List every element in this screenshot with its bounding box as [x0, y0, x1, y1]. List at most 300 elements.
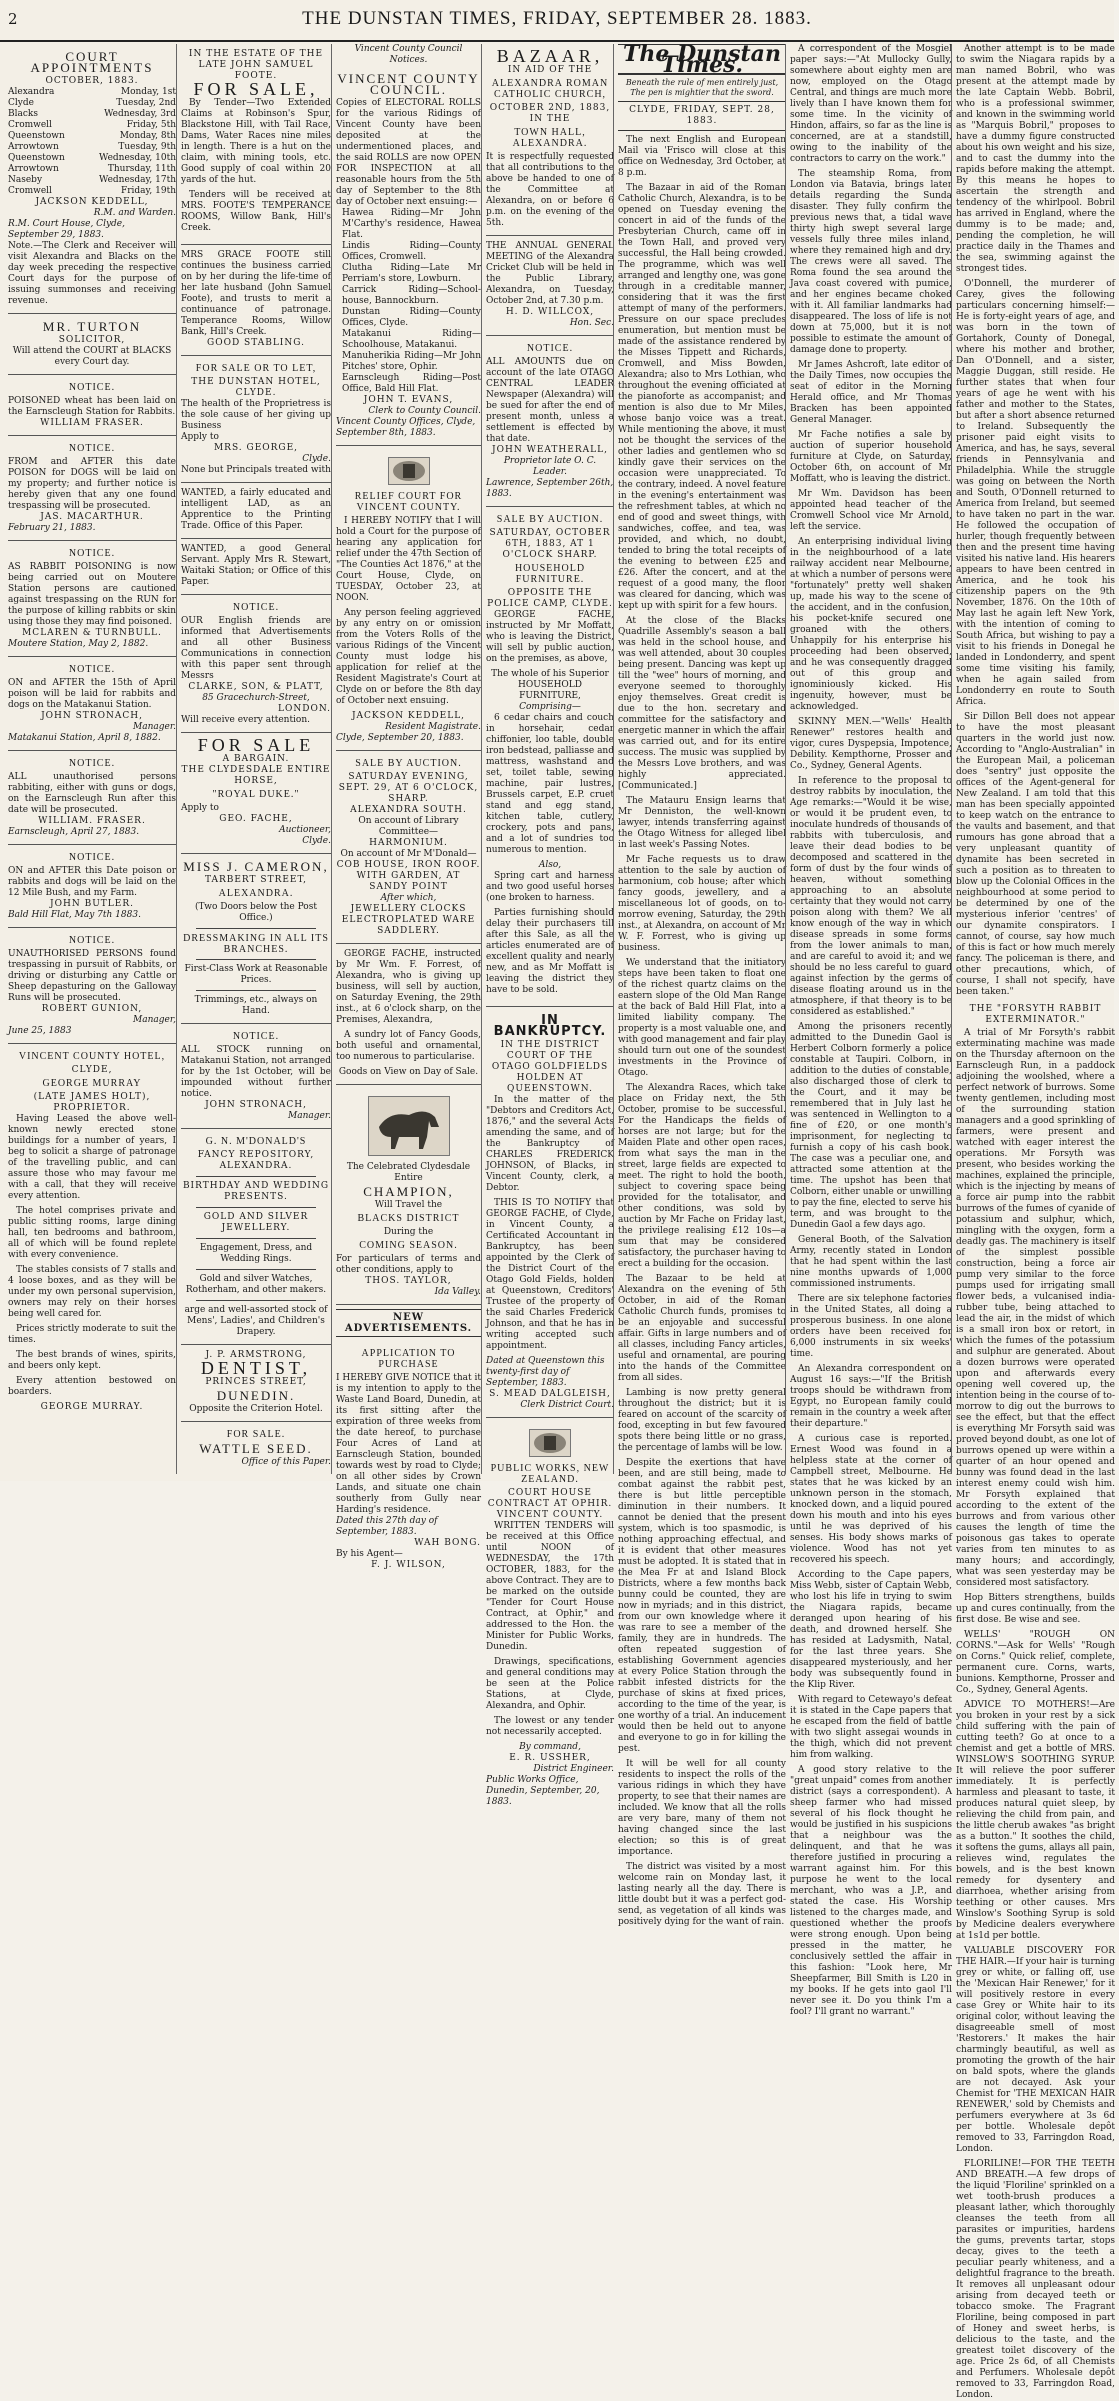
notice-firm: CLARKE, SON, & PLATT, [188, 682, 324, 692]
public-works-county: VINCENT COUNTY. [496, 1510, 604, 1520]
notice-text: POISONED wheat has been laid on the Earnscleugh Station for Rabbits. [8, 396, 176, 417]
notice-heading: NOTICE. [232, 1031, 280, 1042]
column-2 [176, 44, 335, 1474]
court-place-date: R.M. Court House, Clyde, September 29, 1883. [8, 219, 125, 240]
public-works-signature: E. R. USSHER, [509, 1753, 591, 1763]
electoral-rolls-ad [336, 66, 481, 446]
court-subheading: OCTOBER, 1883. [45, 76, 139, 86]
champion-during: During the [383, 1227, 434, 1237]
schedule-date: Tuesday, 2nd [116, 98, 176, 108]
cameron-trade: DRESSMAKING IN ALL ITS BRANCHES. [183, 933, 329, 955]
relief-date: Clyde, September 20, 1883. [336, 733, 464, 743]
ridings-list [336, 208, 481, 395]
news-paragraphs [956, 44, 1115, 998]
dunstan-hotel-apply: Apply to [181, 432, 219, 442]
wanted-lad-ad [181, 483, 331, 539]
schedule-date: Friday, 19th [120, 186, 176, 196]
schedule-row [8, 186, 176, 197]
mcdonald-line: GOLD AND SILVER JEWELLERY. [203, 1212, 309, 1233]
champion-travel: Will Travel the [374, 1200, 443, 1210]
schedule-row [8, 175, 176, 186]
news-paragraph: We understand that the initiatory steps have been taken to float one of the richest quartz claims on the eastern slope of the Old Man Range at the back of Bald Hill Flat, into a limited liability company. The property is a most valuable one, and with good management and fair play should turn out one of the soundest investments in the Province of Otago. [618, 958, 786, 1078]
bazaar-in-the: IN THE [529, 114, 571, 124]
crest-icon [529, 1429, 571, 1457]
news-paragraph: An enterprising individual living in the neighbourhood of a late railway accident near Melbourne, at which a number of persons were "fortunately" pretty well shaken up, made his way to the scene of the accident, and in the confusion, his pocket-knife secured one groaned with the others. Unhappily for his enterprise his proceeding had been observed, and he was consequently dragged out of this group and ignominiously kicked. His ingenuity, however, must be acknowledged. [790, 537, 952, 712]
auction-item: COB HOUSE, IRON ROOF. WITH GARDEN, AT SANDY POINT [336, 860, 481, 892]
hotel-role: PROPRIETOR. [53, 1103, 131, 1113]
mcdonald-line: arge and well-assorted stock of Mens', Ladies', and Children's Drapery. [184, 1305, 328, 1337]
notice-signature: JOHN WEATHERALL, [492, 445, 608, 455]
hotel-formerly: (LATE JAMES HOLT), [33, 1092, 151, 1102]
dunstan-hotel-contact: MRS. GEORGE, [213, 443, 299, 453]
bankruptcy-court: IN THE DISTRICT COURT OF THE OTAGO GOLDFIELDS HOLDEN AT QUEENSTOWN. [491, 1040, 609, 1094]
news-paragraph: Among the prisoners recently admitted to the Dunedin Gaol is Herbert Colborn formerly a police constable at Taupiri. Colborn, in addition to the duties of constable, also discharged those of clerk to the Court, and it may be remembered that in July last he was sentenced in Wellington to a fine of £20, or one month's imprisonment, for neglecting to furnish a copy of his cash book. The case was a peculiar one, and attracted some attention at the time. The upshot has been that Colborn, either unable or unwilling to pay the fine, elected to serve his term, and was brought to the Dunedin Gaol a few days ago. [790, 1022, 952, 1230]
cricket-text: THE ANNUAL GENERAL MEETING of the Alexandra Cricket Club will be held in the Public Library, Alexandra, on Tuesday, October 2nd, at 7.30 p.m. [486, 241, 614, 306]
dunstan-hotel-place: CLYDE. [235, 388, 277, 398]
notice-city: LONDON. [278, 704, 331, 714]
public-works-text: Drawings, specifications, and general conditions may be seen at the Police Stations, at Clyde, Alexandra, and Ophir. [486, 1657, 614, 1711]
notice-text: UNAUTHORISED PERSONS found trespassing in pursuit of Rabbits, or driving or disturbing any Cattle or Sheep depasturing on the Galloway Runs will be prosecuted. [8, 949, 176, 1003]
news-paragraph: Hop Bitters strengthens, builds up and cures continually, from the first dose. Be wise and see. [956, 1593, 1115, 1625]
auction-after: After which, [380, 893, 437, 903]
auction-item: HOUSEHOLD FURNITURE. [514, 563, 586, 585]
auction-also: Also, [538, 860, 562, 870]
bazaar-venue: TOWN HALL, ALEXANDRA. [512, 127, 588, 149]
notice-date: June 25, 1883 [8, 1026, 72, 1036]
column-4 [481, 44, 618, 1807]
news-paragraph: The district was visited by a most welcome rain on Monday last, it lasting nearly all the day. There is little doubt but it was a perfect god-send, as vegetation of all kinds was positively dying for the want of rain. [618, 1862, 786, 1927]
page-number: 2 [8, 10, 18, 28]
turton-text: Will attend the COURT at BLACKS every Court day. [12, 346, 172, 367]
news-paragraph: VALUABLE DISCOVERY FOR THE HAIR.—If your hair is turning grey or white, or falling off, use the 'Mexican Hair Renewer,' for it will positively restore in every case Grey or White hair to its original color, without leaving the disagreeable smell of most 'Restorers.' It makes the hair charmingly beautiful, as well as promoting the growth of the hair on bald spots, where the glands are not decayed. Ask your Chemist for 'THE MEXICAN HAIR RENEWER,' sold by Chemists and perfumers everywhere at 3s 6d per bottle. Wholesale depôt removed to 33, Farringdon Road, London. [956, 1946, 1115, 2154]
notice-poisoned-wheat [8, 375, 176, 436]
foote-heading: FOR SALE, [193, 79, 319, 99]
notice-place-date: Moutere Station, May 2, 1882. [8, 639, 149, 649]
notice-signature-title: Manager. [132, 722, 176, 732]
schedule-place: Naseby [8, 175, 43, 185]
news-paragraph: The next English and European Mail via 'Frisco will close at this office on Wednesday, 3rd October, at 8 p.m. [618, 135, 786, 178]
news-paragraph: There are six telephone factories in the United States, all doing a prosperous business. In one alone orders have been received for 6,000 instruments in six weeks' time. [790, 1294, 952, 1359]
news-paragraph: Mr Wm. Davidson has been appointed head teacher of the Cromwell School vice Mr Arnold, left the service. [790, 489, 952, 532]
schedule-place: Blacks [8, 109, 38, 119]
notice-place-date: Bald Hill Flat, May 7th 1883. [8, 910, 141, 920]
news-paragraph: O'Donnell, the murderer of Carey, gives the following particulars concerning himself:—He is forty-eight years of age, and was born in the town of Gortahork, County of Donegal, where his mother and brother, Dan O'Donnell, and a sister, Maggie Duggan, still reside. He further states that when four years of age he went with his father and mother to the States, but after a short absence returned to Ireland. Subsequently the prisoner paid eight visits to America, and has, he says, several friends in Pennsylvania and Philadelphia. While the struggle was going on between the North and South, O'Donnell returned to America from Ireland, but seemed to have taken no part in the war. He followed the occupation of hurler, though frequently between then and the present time having visited his native land. His hearers appears to have been centred in America, and he took his citizenship papers on the 9th November, 1876. On the 10th of May last he again left New York, with the intention of coming to South Africa, but wishing to pay a visit to his friends in Donegal he landed in Londonderry, and spent some time visiting his family, when he again sailed from Londonderry en route to South Africa. [956, 279, 1115, 707]
bazaar-heading: BAZAAR, [496, 46, 604, 66]
hotel-text: The best brands of wines, spirits, and beers only kept. [8, 1350, 176, 1371]
cameron-street: TARBERT STREET, [204, 875, 308, 885]
notice-signature-title: Manager, [132, 1015, 176, 1025]
schedule-row [8, 87, 176, 98]
stock-notice [181, 1024, 331, 1129]
mcdonald-line: Gold and silver Watches, Rotherham, and other makers. [185, 1274, 327, 1295]
mcdonald-line: BIRTHDAY AND WEDDING PRESENTS. [182, 1181, 330, 1202]
new-advertisements-heading: NEW ADVERTISEMENTS. [336, 1309, 481, 1337]
schedule-row [8, 164, 176, 175]
cricket-signature: H. D. WILLCOX, [505, 307, 595, 317]
vincent-county-hotel-ad [8, 1044, 176, 1419]
notice-date: Earnscleugh, April 27, 1883. [8, 827, 140, 837]
notice-heading: NOTICE. [68, 852, 116, 863]
relief-text: Any person feeling aggrieved by any entry on or omission from the Voters Rolls of the various Ridings of the Vincent County must lodge his application for relief at the Resident Magistrate's Court at Clyde on or before the 8th day of October next ensuing. [336, 608, 481, 706]
cameron-town: ALEXANDRA. [218, 888, 294, 899]
champion-season: COMING SEASON. [359, 1240, 458, 1251]
notice-text: OUR English friends are informed that Advertisements and all other Business Communications in connection with this paper sent through Messrs [181, 616, 331, 681]
news-paragraph: Sir Dillon Bell does not appear to have the most pleasant quarters in the world just now. According to "Anglo-Australian" in the European Mail, a policeman does "sentry" just opposite the offices of the Agent-general for New Zealand. I am told that this man has been specially appointed to keep watch on the entrance to the vaults and basement, and that rumours has gone abroad that a very unpleasant quantity of dynamite has been secreted in such a position as to threaten to blow up the Colonial Offices in the neighbourhood at some period to be determined by one of the mysterious inferior 'centres' of our dynamite conspirators. I cannot, of course, say how much of this is fact or how much merely fancy. The policeman is there, and other precautions, which, of course, I shall not specify, have been taken." [956, 712, 1115, 997]
bankruptcy-heading: IN BANKRUPTCY. [493, 1013, 607, 1039]
fache-text: GEORGE FACHE, instructed by Mr Wm. F. Forrest, of Alexandra, who is giving up business, will sell by auction, on Saturday Evening, the 29th inst., at 6 o'clock sharp, on the Premises, Alexandra, [336, 949, 481, 1025]
schedule-place: Arrowtown [8, 164, 59, 174]
notice-place-date: Matakanui Station, April 8, 1882. [8, 733, 161, 743]
turton-name: MR. TURTON [42, 319, 142, 334]
champion-contact: THOS. TAYLOR, [365, 1276, 452, 1286]
mcdonald-line: Engagement, Dress, and Wedding Rings. [199, 1243, 313, 1264]
purchase-signature: WAH BONG. [414, 1538, 481, 1548]
sale-contact: GEO. FACHE, [219, 814, 293, 824]
dentist-name: J. P. ARMSTRONG, [205, 1350, 307, 1360]
auction-location: OPPOSITE THE POLICE CAMP, CLYDE. [487, 588, 613, 609]
news-paragraph: General Booth, of the Salvation Army, recently stated in London that he had spent within the last nine months upwards of 1,000 commissioned instruments. [790, 1235, 952, 1289]
court-schedule [8, 87, 176, 197]
news-paragraph: Mr James Ashcroft, late editor of the Daily Times, now occupies the seat of editor in the Morning Herald office, and Mr Thomas Bracken has been appointed General Manager. [790, 360, 952, 425]
notice-text: FROM and AFTER this date POISON for DOGS will be laid on my property; and further notice is hereby given that any one found trespassing will be prosecuted. [8, 457, 176, 511]
purchase-agent: By his Agent— [336, 1549, 403, 1559]
court-signature: JACKSON KEDDELL, [35, 197, 149, 207]
schedule-row [8, 120, 176, 131]
auction-also-text: Spring cart and harness and two good useful horses (one broken to harness. [486, 871, 614, 903]
auction-list: 6 cedar chairs and couch in horsehair, cedar chiffonier, loo table, double iron bedstead, palliasse and mattress, washstand and set, toilet table, sewing machine, pair lustres, Brussels carpet, E.P. cruet stand and egg stand, kitchen table, cutlery, crockery, pots and pans, and a lot of sundries too numerous to mention. [486, 713, 614, 855]
sale-contact-title: Auctioneer, [279, 825, 331, 835]
motto-line: The pen is mightier that the sword. [630, 88, 774, 97]
divider [196, 1300, 316, 1301]
hotel-place: CLYDE, [71, 1065, 113, 1075]
schedule-date: Monday, 8th [119, 131, 176, 141]
public-works-text: The lowest or any tender not necessarily accepted. [486, 1716, 614, 1737]
news-paragraph: The Bazaar in aid of the Roman Catholic Church, Alexandra, is to be opened on Tuesday evening the concert in aid of the funds of the Presbyterian Church, came off in the Town Hall, and proved very successful, the Hall being crowded. The programme, which was well arranged and lengthy one, was gone through in a creditable manner, considering that it was the first attempt of many of the performers. Pressure on our space precludes enumeration, but mention must be made of the assistance rendered by the Misses Tippett and Richards, Cromwell, and Miss Bowden, Alexandra; also to Mrs Lothian, who throughout the evening officiated at the pianoforte as accompanist; and mention is also due to Mr Miles, whose banjo voice was a treat. While mentioning the above, it must not be thought the services of the other ladies and gentlemen who so kindly gave their services on the occasion were unappreciated. To the contrary, indeed. A novel feature in the evening's entertainment was the refreshment tables, at which no end of good and sweet things, with sandwiches, coffee, and tea, was provided, and which, no doubt, tended to bring the total receipts of the evening to between £25 and £26. After the concert, and at the request of a good many, the floor was cleared for dancing, which was kept up with spirit for a few hours. [618, 183, 786, 611]
hotel-text: The hotel comprises private and public sitting rooms, large dining hall, ten bedrooms and bathroom, all of which will be found replete with every convenience. [8, 1206, 176, 1260]
notice-signature: JOHN STRONACH, [205, 1100, 307, 1110]
cameron-line: First-Class Work at Reasonable Prices. [184, 964, 328, 985]
public-works-signature-title: District Engineer. [533, 1764, 614, 1774]
electoral-signature-title: Clerk to County Council. [368, 406, 481, 416]
hotel-signature: GEORGE MURRAY. [40, 1402, 144, 1412]
notice-footer: Will receive every attention. [181, 715, 311, 725]
grace-foote-text: MRS GRACE FOOTE still continues the business carried on by her during the life-time of her late husband (John Samuel Foote), and trusts to merit a continuance of patronage. Temperance Rooms, Willow Bank, Hill's Creek. [181, 250, 331, 337]
public-works-heading: PUBLIC WORKS, NEW ZEALAND. [490, 1463, 610, 1485]
foote-intro: IN THE ESTATE OF THE LATE JOHN SAMUEL FOOTE. [188, 49, 324, 81]
riding-item: Hawea Riding—Mr John M'Carthy's residence, Hawea Flat. [342, 208, 481, 240]
schedule-row [8, 98, 176, 109]
crest-icon [388, 457, 430, 485]
riding-item: Lindis Riding—County Offices, Cromwell. [342, 241, 481, 262]
news-paragraph: The steamship Roma, from London via Batavia, brings later details regarding the Sunda disaster. They fully confirm the previous news that, a tidal wave thirty high swept several large vessels fully three miles inland, where they remained high and dry. The crews were all saved. The Roma found the sea around the Java coast covered with pumice, and her engines became choked with it. All familiar landmarks had disappeared. The loss of life is not down at 75,000, but it is not possible to estimate the amount of damage done to property. [790, 169, 952, 355]
news-paragraph: Lambing is now pretty general throughout the district; but it is feared on account of the scarcity of food, excepting in but few favoured spots there being little or no grass, the percentage of lambs will be low. [618, 1388, 786, 1453]
news-paragraph: WELLS' "ROUGH ON CORNS."—Ask for Wells' "Rough on Corns." Quick relief, complete, permanent cure. Corns, warts, bunions. Kempthorne, Prosser and Co., Sydney, General Agents. [956, 1630, 1115, 1695]
notice-heading: NOTICE. [68, 443, 116, 454]
schedule-place: Alexandra [8, 87, 55, 97]
motto [618, 75, 786, 102]
dentist-heading: DENTIST, [200, 1358, 312, 1378]
purchase-text: I HEREBY GIVE NOTICE that it is my intention to apply to the Waste Land Board, Dunedin, at its first sitting after the expiration of three weeks from the date hereof, to purchase Four Acres of Land at Earnscleugh Station, bounded towards west by road to Clyde; on all other sides by Crown Lands, and situate one chain southerly from Gully near Harding's residence. [336, 1373, 481, 1515]
auction-item: HARMONIUM. [369, 838, 448, 848]
column-6 [785, 44, 956, 2017]
purchase-agent-name: F. J. WILSON, [371, 1560, 446, 1570]
news-paragraph: Another attempt is to be made to swim the Niagara rapids by a man named Bobril, who was present at the attempt made by the late Captain Webb. Bobril, who is a professional swimmer, and known in the swimming world as "Marquis Bobril," proposes to have a dummy figure constructed about his own weight and his size, and to cast the dummy into the rapids before making the attempt. By this means he hopes to ascertain the strength and tendency of the whirlpool. Bobril has arrived in England, where the dummy is to be made; and, pending the completion, he will practice daily in the Thames and the sea, swimming against the strongest tides. [956, 44, 1115, 274]
wanted-text: WANTED, a good General Servant. Apply Mrs R. Stewart, Waitaki Station; or Office of this Paper. [181, 544, 331, 587]
divider [196, 1238, 316, 1239]
bankruptcy-signature-title: Clerk District Court. [520, 1400, 614, 1410]
schedule-date: Friday, 5th [126, 120, 176, 130]
public-works-command: By command, [519, 1742, 581, 1752]
notice-heading: NOTICE. [232, 602, 280, 613]
riding-item: Dunstan Riding—County Offices, Clyde. [342, 307, 481, 328]
bankruptcy-date: Dated at Queenstown this twenty-first day of September, 1883. [486, 1356, 605, 1388]
turton-title: SOLICITOR, [58, 335, 126, 345]
dunstan-hotel-name: THE DUNSTAN HOTEL, [191, 377, 321, 387]
news-paragraph: It will be well for all county residents to inspect the rolls of the various ridings in which they have property, to see that their names are included. We know that all the rolls are very bare, many of them not having changed since the last election; so this is of great importance. [618, 1759, 786, 1857]
application-to-purchase-ad [336, 1341, 481, 1577]
news-paragraph: With regard to Cetewayo's defeat it is stated in the Cape papers that he escaped from the field of battle with two slight assegai wounds in the thigh, which did not prevent him from walking. [790, 1695, 952, 1760]
auction-comprising: Comprising— [519, 702, 581, 712]
dentist-ad [181, 1345, 331, 1422]
auction-account: On account of Mr M'Donald— [340, 849, 477, 859]
notice-heading: NOTICE. [68, 935, 116, 946]
riding-item: Earnscleugh Riding—Post Office, Bald Hill Flat. [342, 373, 481, 394]
electoral-signature: JOHN T. EVANS, [363, 395, 454, 405]
bankruptcy-ad [486, 1007, 614, 1418]
notice-galloway [8, 928, 176, 1044]
hotel-text: Every attention bestowed on boarders. [8, 1376, 176, 1397]
notice-heading: NOTICE. [68, 664, 116, 675]
schedule-date: Monday, 1st [120, 87, 176, 97]
horse-icon [368, 1096, 450, 1156]
divider [196, 1269, 316, 1270]
schedule-place: Queenstown [8, 131, 65, 141]
schedule-place: Clyde [8, 98, 34, 108]
schedule-row [8, 109, 176, 120]
bazaar-church: ALEXANDRA ROMAN CATHOLIC CHURCH, [491, 78, 609, 100]
notice-text: ALL unauthorised persons rabbiting, either with guns or dogs, on the Earnscleugh Run after this date will be prosecuted. [8, 772, 176, 815]
notice-signature: ROBERT GUNION, [41, 1004, 143, 1014]
notice-signature-title: Proprietor late O. C. Leader. [503, 456, 597, 477]
wattle-footer: Office of this Paper. [241, 1457, 331, 1467]
sale-sub: A BARGAIN. [222, 754, 290, 764]
cameron-line: Trimmings, etc., always on Hand. [194, 995, 318, 1016]
bazaar-text: It is respectfully requested that all contributions to the above be handed to one of the Committee at Alexandra, on or before 6 p.m. on the evening of the 5th. [486, 152, 614, 228]
hotel-text: Having Leased the above well-known newly erected stone buildings for a number of years, I beg to solicit a sharge of patronage of the travelling public, and can assure those who may favour me with a call, that they will receive every attention. [8, 1114, 176, 1201]
champion-contact-place: Ida Valley. [434, 1287, 481, 1297]
schedule-place: Cromwell [8, 120, 52, 130]
auction-text: GEORGE FACHE, instructed by Mr Moffatt, who is leaving the District, will sell by public auction, on the premises, as above, [486, 610, 614, 664]
furniture-auction-ad [486, 507, 614, 1007]
mcdonald-sub: FANCY REPOSITORY, [197, 1150, 315, 1160]
news-paragraph: A good story relative to the "great unpaid" comes from another district (says a correspondent). A sheep farmer who had missed several of his flock thought he would be justified in his suspicions that a neighbour was the delinquent, and that he was therefore justified in procuring a warrant against him. For this purpose he went to the local merchant, who was a J.P., and stated the case. His Worship listened to the charges made, and questioned whether the proofs were strong enough. Upon being pressed in the matter, he conclusively settled the affair in this fashion: "Look here, Mr Sheepfarmer, Bill Smith is L20 in my books. If he gets into gaol I'll never see it. Do you think I'm a fool? I'll grant no warrant." [790, 1765, 952, 2017]
notice-place-date: Lawrence, September 26th, 1883. [486, 478, 614, 499]
foote-text: Tenders will be received at MRS. FOOTE'S TEMPERANCE ROOMS, Willow Bank, Hill's Creek. [181, 190, 331, 233]
news-paragraphs [790, 44, 952, 2018]
mcdonald-name: G. N. M'DONALD'S [205, 1136, 307, 1147]
divider [196, 1207, 316, 1208]
dunstan-hotel-heading: FOR SALE OR TO LET, [195, 363, 317, 374]
notice-signature-title: Manager. [287, 1111, 331, 1121]
riding-item: Matakanui Riding—Schoolhouse, Matakanui. [342, 329, 481, 350]
news-paragraph: FLORILINE!—FOR THE TEETH AND BREATH.—A few drops of the liquid 'Floriline' sprinkled on a wet tooth-brush produces a pleasant lather, which thoroughly cleanses the teeth from all parasites or impurities, hardens the gums, prevents tartar, stops decay, gives to the teeth a peculiar pearly whiteness, and a delightful fragrance to the breath. It removes all unpleasant odour arising from decayed teeth or tobacco smoke. The Fragrant Floriline, being composed in part of Honey and sweet herbs, is delicious to the taste, and the greatest toilet discovery of the age. Price 2s 6d, of all Chemists and Perfumers. Wholesale depôt removed to 33, Farringdon Road, London. [956, 2159, 1115, 2400]
notice-signature: WILLIAM. FRASER. [38, 816, 146, 826]
bankruptcy-text: THIS IS TO NOTIFY that GEORGE FACHE, of Clyde, in Vincent County, a Certificated Accountant in Bankruptcy, has been appointed by the Clerk of the District Court of the Otago Gold Fields, holden at Queenstown, Creditors' Trustee of the property of the said Charles Frederick Johnson, and that he has in writing accepted such appointment. [486, 1198, 614, 1351]
champion-name: CHAMPION, [363, 1184, 454, 1199]
riding-item: Carrick Riding—School-house, Bannockburn. [342, 285, 481, 306]
news-paragraph: Mr Fache notifies a sale by auction of superior household furniture at Clyde, on Saturday, October 6th, on account of Mr Moffatt, who is leaving the district. [790, 430, 952, 484]
notice-address: 85 Gracechurch-Street, [202, 693, 310, 703]
notice-signature: JAS. MACARTHUR. [40, 512, 144, 522]
bankruptcy-text: In the matter of the "Debtors and Creditors Act, 1876," and the several Acts amending the same, and of the Bankruptcy of CHARLES FREDERICK JOHNSON, of Blacks, in Vincent County, clerk, a Debtor. [486, 1095, 614, 1193]
schedule-date: Wednesday, 10th [99, 153, 176, 163]
schedule-date: Wednesday, 3rd [104, 109, 176, 119]
notice-text: ALL AMOUNTS due on account of the late OTAGO CENTRAL LEADER Newspaper (Alexandra) will be sued for after the end of present month, unless a settlement is effected by that date. [486, 357, 614, 444]
auction-place: ALEXANDRA SOUTH. [350, 805, 467, 815]
auction-account: On account of Library Committee— [358, 816, 459, 837]
cameron-ad [181, 854, 331, 1024]
mcdonald-place: ALEXANDRA. [219, 1161, 293, 1171]
schedule-place: Cromwell [8, 186, 52, 196]
electoral-heading: VINCENT COUNTY COUNCIL. [337, 71, 480, 97]
public-works-ad [486, 1418, 614, 1814]
notice-heading: NOTICE. [68, 548, 116, 559]
cricket-meeting-ad [486, 236, 614, 336]
sale-horse: "ROYAL DUKE." [212, 789, 300, 800]
auction-date: SATURDAY, OCTOBER 6TH, 1883, AT 1 O'CLOCK SHARP. [489, 528, 611, 560]
wattle-heading: FOR SALE. [226, 1429, 286, 1440]
auction-footer: Parties furnishing should delay their purchasers till after this Sale, as all the articles enumerated are of excellent quality and nearly new, and as Mr Moffatt is leaving the district they have to be sold. [486, 908, 614, 995]
notice-dog-poison [8, 436, 176, 541]
news-paragraph: A correspondent of the Mosgiel paper says:—"At Mullocky Gully, somewhere about eighty men are now, employed on the Otago Central, and things are much more lively than I have known them for some time. In the vicinity of Hindon, affairs, so far as the line is concerned, are at a standstill, owing to the inability of the contractors to carry on the work." [790, 44, 952, 164]
court-heading: COURT APPOINTMENTS [30, 49, 154, 75]
news-paragraph: Mr Fache requests us to draw attention to the sale by auction of harmonium, cob house; after which fancy goods, jewellery, and a miscellaneous lot of goods, on to-morrow evening, Saturday, the 29th inst., at Alexandra, on account of Mr W. F. Forrest, who is giving up business. [618, 855, 786, 953]
newspaper-name: The Dunstan Times. [618, 44, 786, 75]
news-paragraph: In reference to the proposal to destroy rabbits by inoculation, the Age remarks:—"Would it be wise, or would it be prudent even, to inoculate hundreds of thousands of rabbits with tuberculosis, and leave their dead bodies to be decomposed and scattered in the form of dust by the four winds of heaven, without something approaching to an absolute certainty that they would not carry poison along with them? We all know enough of the way in which disease spreads in some forms from the lower animals to man, and are careful to avoid it; and we should be no less careful to guard against infection by the germs of disease floating around us in the atmosphere, if that theory is to be considered as established." [790, 776, 952, 1017]
schedule-date: Thursday, 11th [107, 164, 176, 174]
schedule-place: Arrowtown [8, 142, 59, 152]
schedule-row [8, 142, 176, 153]
dunstan-hotel-text: The health of the Proprietress is the sole cause of her giving up Business [181, 399, 331, 431]
relief-court-ad [336, 446, 481, 751]
champion-text: For particulars of terms and other conditions, apply to [336, 1254, 481, 1275]
grace-foote-stabling: GOOD STABLING. [207, 338, 305, 348]
bazaar-date: OCTOBER 2ND, 1883, [489, 103, 611, 113]
notice-butler [8, 845, 176, 928]
hotel-text: Prices strictly moderate to suit the times. [8, 1324, 176, 1345]
fache-forrest-ad [336, 944, 481, 1085]
dentist-street: PRINCES STREET, [205, 1377, 307, 1387]
turton-ad [8, 314, 176, 375]
wanted-text: WANTED, a fairly educated and intelligent LAD, as an Apprentice to the Printing Trade. Office of this Paper. [181, 488, 331, 531]
motto-line: Beneath the rule of men entirely just, [625, 78, 779, 87]
hotel-text: The stables consists of 7 stalls and 4 loose boxes, and as they will be under my own personal supervision, owners may rely on their horses being well cared for. [8, 1265, 176, 1319]
sale-contact-place: Clyde. [302, 836, 331, 846]
editorial-paragraphs [618, 135, 786, 1928]
auction-heading: SALE BY AUCTION. [355, 758, 462, 769]
sale-text: THE CLYDESDALE ENTIRE HORSE, [181, 765, 331, 786]
cameron-name: MISS J. CAMERON, [183, 859, 329, 874]
sale-apply: Apply to [181, 803, 219, 813]
bazaar-ad [486, 44, 614, 236]
masthead [0, 0, 1114, 42]
public-works-office: Public Works Office, Dunedin, September, 20, 1883. [486, 1775, 600, 1807]
column-1 [4, 44, 180, 1474]
riding-item: Manuherikia Riding—Mr John Pitches' store, Ophir. [342, 351, 481, 372]
column-3 [331, 44, 485, 1570]
news-paragraph: ADVICE TO MOTHERS!—Are you broken in your rest by a sick child suffering with the pain of cutting teeth? Go at once to a chemist and get a bottle of MRS. WINSLOW'S SOOTHING SYRUP. It will relieve the poor sufferer immediately. It is perfectly harmless and pleasant to taste, it produces natural quiet sleep, by relieving the child from pain, and the little cherub awakes "as bright as a button." It soothes the child, it softens the gums, allays all pain, relieves wind, regulates the bowels, and is the best known remedy for dysentery and diarrhoea, whether arising from teething or other causes. Mrs Winslow's Soothing Syrup is sold by Medicine dealers everywhere at 1s1d per bottle. [956, 1700, 1115, 1941]
auction-heading: SALE BY AUCTION. [496, 514, 604, 525]
schedule-date: Wednesday, 17th [99, 175, 176, 185]
notice-rabbit-poisoning [8, 541, 176, 657]
fache-text: A sundry lot of Fancy Goods, both useful and ornamental, too numerous to particularise. [336, 1030, 481, 1062]
news-paragraph: A curious case is reported. Ernest Wood was found in a helpless state at the corner of Campbell street, Melbourne. He states that he was kicked by an unknown person in the stomach, knocked down, and a liquid poured down his mouth and into his eyes until he was deprived of his senses. His body shows marks of violence. Wood has not yet recovered his speech. [790, 1434, 952, 1565]
divider [196, 1176, 316, 1177]
dateline: CLYDE, FRIDAY, SEPT. 28, 1883. [618, 102, 786, 131]
schedule-row [8, 131, 176, 142]
forsyth-heading: THE "FORSYTH RABBIT EXTERMINATOR." [969, 1004, 1102, 1025]
purchase-date: Dated this 27th day of September, 1883. [336, 1516, 438, 1537]
riding-item: Clutha Riding—Late Mr Perriam's store, Lowburn. [342, 263, 481, 284]
notice-signature: JOHN STRONACH, [41, 711, 143, 721]
foote-estate-ad [181, 44, 331, 245]
news-paragraph: The Matauru Ensign learns that Mr Denniston, the well-known lawyer, intends transferring against the Otago Witness for alleged libel in last week's Passing Notes. [618, 796, 786, 850]
divider [196, 928, 316, 929]
schedule-row [8, 153, 176, 164]
bankruptcy-signature: S. MEAD DALGLEISH, [489, 1389, 611, 1399]
hotel-proprietor-name: GEORGE MURRAY [42, 1078, 142, 1089]
fache-footer: Goods on View on Day of Sale. [338, 1067, 479, 1077]
divider [196, 959, 316, 960]
champion-ad [336, 1085, 481, 1305]
champion-district: BLACKS DISTRICT [357, 1213, 460, 1224]
wattle-item: WATTLE SEED. [199, 1441, 313, 1456]
relief-signature: JACKSON KEDDELL, [351, 711, 466, 721]
news-paragraph: At the close of the Blacks Quadrille Assembly's season a ball was held in the school house, and was well attended, about 30 couples being present. Dancing was kept up till the "wee" hours of morning, and everyone seemed to thoroughly enjoy themselves. Great credit is due to the hon. secretary and committee for the satisfactory and energetic manner in which the affair was carried out, and for its entire success. The music was supplied by the Messrs Love brothers, and was highly appreciated. [Communicated.] [618, 616, 786, 791]
auction-text: The whole of his Superior HOUSEHOLD FURNITURE, [491, 669, 609, 701]
auction-jewellery: JEWELLERY CLOCKS ELECTROPLATED WARE SADDLERY. [341, 904, 476, 936]
mcdonald-repository-ad [181, 1129, 331, 1345]
dentist-location: Opposite the Criterion Hotel. [189, 1404, 323, 1414]
page-title: THE DUNSTAN TIMES, FRIDAY, SEPTEMBER 28. 1883. [302, 8, 812, 29]
notice-text: AS RABBIT POISONING is now being carried out on Moutere Station persons are cautioned against trespassing on the RUN for the purpose of killing rabbits or skin using those they may find poisoned. [8, 562, 176, 627]
royal-duke-sale-ad [181, 733, 331, 854]
news-paragraph: Despite the exertions that have been, and are still being, made to combat against the rabbit pest, there is but little perceptible diminution in their numbers. It cannot be denied that the present system, which is too spasmodic, is nothing approaching effectual, and it is evident that other measures must be adopted. It is stated that in the Mea Fr at and Island Block Districts, where a few months back bunny could be counted, they are now in myriads; and in this district, from our own knowledge where it was rare to see a member of the family, they are in hundreds. The often repeated suggestion of establishing Government agencies at every Police Station through the rabbit infested districts for the purchase of skins at fixed prices, according to the time of the year, is one worthy of a trial. An inducement would then be held out to anyone and everyone to go in for killing the pest. [618, 1458, 786, 1754]
county-header-note: Vincent County Council Notices. [354, 44, 463, 65]
schedule-place: Queenstown [8, 153, 65, 163]
notice-text: ON and AFTER the 15th of April poison will be laid for rabbits and dogs on the Matakanui Station. [8, 678, 176, 710]
news-paragraph: SKINNY MEN.—"Wells' Health Renewer" restores health and vigor, cures Dyspepsia, Impotence, Debility. Kempthorne, Prosser and Co., Sydney, General Agents. [790, 717, 952, 771]
dentist-city: DUNEDIN. [216, 1388, 296, 1403]
cricket-signature-title: Hon. Sec. [569, 318, 614, 328]
relief-text: I HEREBY NOTIFY that I will hold a Court for the purpose of hearing any application for relief under the 47th Section of "The Counties Act 1876," at the Court House, Clyde, on TUESDAY, October 23, at NOON. [336, 516, 481, 603]
notice-text: ALL STOCK running on Matakanui Station, not arranged for by the 1st October, will be impounded without further notice. [181, 1045, 331, 1099]
wanted-servant-ad [181, 539, 331, 595]
news-paragraph: According to the Cape papers, Miss Webb, sister of Captain Webb, who lost his life in trying to swim the Niagara rapids, became deranged upon hearing of his death, and drowned herself. She has resided at Ladysmith, Natal, for the last three years. She disappeared mysteriously, and her body was subsequently found in the Klip River. [790, 1570, 952, 1690]
champion-caption: The Celebrated Clydesdale Entire [346, 1162, 471, 1183]
court-signature-title: R.M. and Warden. [93, 208, 176, 218]
cameron-location: (Two Doors below the Post Office.) [195, 902, 317, 923]
wattle-seed-ad [181, 1422, 331, 1474]
relief-signature-title: Resident Magistrate. [385, 722, 481, 732]
notice-signature: MCLAREN & TURNBULL. [22, 628, 162, 638]
electoral-place-date: Vincent County Offices, Clyde, September 8th, 1883. [336, 417, 476, 438]
dunstan-hotel-footer: None but Principals treated with [181, 465, 331, 475]
sale-heading: FOR SALE [197, 735, 315, 755]
notice-signature: WILLIAM FRASER. [40, 418, 144, 428]
relief-heading: RELIEF COURT FOR VINCENT COUNTY. [354, 491, 463, 513]
notice-matakanui-poison [8, 657, 176, 751]
